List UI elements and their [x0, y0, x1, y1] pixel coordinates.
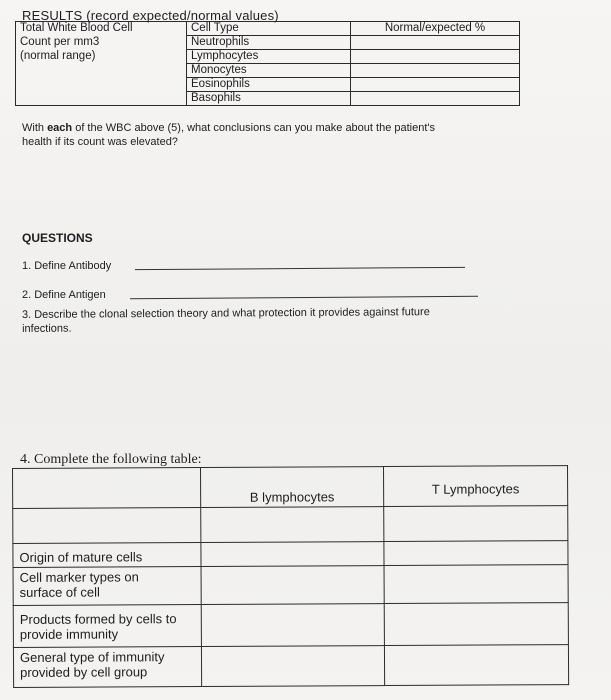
normal-value-cell[interactable]: [351, 64, 520, 78]
q2-answer-line[interactable]: [130, 296, 478, 299]
results-title: RESULTS (record expected/normal values): [22, 8, 279, 23]
questions-heading: QUESTIONS: [22, 231, 93, 245]
answer-cell-t-origin[interactable]: [384, 541, 568, 566]
cell-type-row: Basophils: [187, 92, 351, 106]
wbc-value-cell[interactable]: [16, 64, 187, 78]
q2-label: 2. Define Antigen: [22, 289, 106, 301]
normal-header: Normal/expected %: [351, 22, 520, 36]
cell-type-row: Lymphocytes: [187, 50, 351, 64]
answer-cell-b-origin[interactable]: [201, 542, 384, 567]
row-label-markers: Cell marker types on surface of cell: [13, 567, 201, 606]
answer-cell-b-immunity[interactable]: [201, 646, 384, 687]
answer-cell-b-markers[interactable]: [201, 566, 384, 605]
cell-type-row: Eosinophils: [187, 78, 351, 92]
lymphocyte-table: [12, 465, 569, 688]
q1-label: 1. Define Antibody: [22, 260, 112, 272]
normal-value-cell[interactable]: [351, 50, 520, 64]
row-label-immunity: General type of immunity provided by cell group: [13, 647, 201, 688]
answer-cell-t-products[interactable]: [384, 603, 568, 646]
results-table: [15, 21, 520, 106]
header-t-lymphocytes: T Lymphocytes: [383, 466, 567, 507]
cell-type-header: Cell Type: [187, 22, 351, 36]
answer-cell-b-products[interactable]: [201, 604, 384, 647]
normal-value-cell[interactable]: [351, 92, 520, 106]
wbc-label-line2: Count per mm3: [16, 36, 187, 50]
wbc-question: With each of the WBC above (5), what conclusions can you make about the patient's health if its count was elevated?: [22, 122, 435, 148]
answer-cell-t-immunity[interactable]: [384, 645, 568, 686]
q1-answer-line[interactable]: [135, 267, 465, 270]
cell-type-row: Monocytes: [187, 64, 351, 78]
normal-value-cell[interactable]: [351, 36, 520, 50]
normal-value-cell[interactable]: [351, 78, 520, 92]
complete-table-title: 4. Complete the following table:: [20, 452, 202, 467]
row-label-products: Products formed by cells to provide immunity: [13, 605, 201, 648]
answer-cell-t-markers[interactable]: [384, 565, 568, 604]
cell-type-row: Neutrophils: [187, 36, 351, 50]
wbc-label: Total White Blood Cell: [16, 22, 187, 36]
q3-question: 3. Describe the clonal selection theory and what protection it provides against future infections.: [21, 306, 430, 335]
row-label-origin: Origin of mature cells: [13, 543, 201, 568]
header-b-lymphocytes: B lymphocytes: [201, 467, 384, 508]
wbc-label-line3: (normal range): [16, 50, 187, 64]
